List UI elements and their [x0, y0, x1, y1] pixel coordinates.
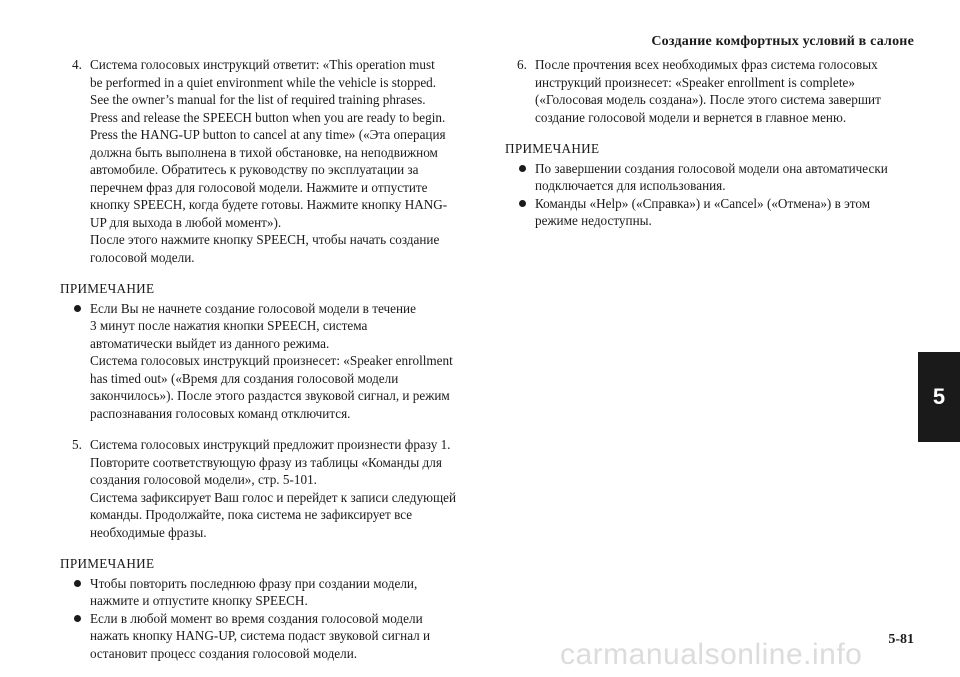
- text-line: Чтобы повторить последнюю фразу при создании модели,: [90, 575, 418, 591]
- text-line: автомобиле. Обратитесь к руководству по эксплуатации за: [90, 162, 419, 177]
- watermark: carmanualsonline.info: [560, 638, 863, 671]
- left-column: [60, 56, 475, 662]
- bullet-icon: [74, 580, 81, 587]
- text-line: команды. Продолжайте, пока система не зафиксирует все: [90, 507, 413, 522]
- text-line: перечнем фраз для голосовой модели. Нажмите и отпустите: [90, 179, 428, 195]
- bullet-icon: [74, 615, 81, 622]
- text-line: Система зафиксирует Ваш голос и перейдет к записи следующей: [90, 489, 457, 505]
- text-line: Повторите соответствующую фразу из таблицы «Команды для: [90, 454, 442, 470]
- text-line: Система голосовых инструкций ответит: «This operation must: [90, 57, 435, 72]
- text-line: создания голосовой модели», стр. 5-101.: [90, 472, 317, 487]
- text-line: автоматически выйдет из данного режима.: [90, 335, 330, 351]
- chapter-tab: [918, 352, 960, 442]
- text-line: be performed in a quiet environment while the vehicle is stopped.: [90, 74, 437, 90]
- note-bullet: [505, 160, 905, 195]
- bullet-icon: [519, 165, 526, 172]
- step-6: [505, 56, 905, 126]
- note-bullet: [60, 300, 475, 423]
- note-title: ПРИМЕЧАНИЕ: [60, 281, 155, 296]
- text-line: Система голосовых инструкций произнесет: «Speaker enrollment: [90, 353, 453, 368]
- text-line: Команды «Help» («Справка») и «Cancel» («Отмена») в этом: [535, 195, 871, 211]
- text-line: кнопку SPEECH, когда будете готовы. Нажмите кнопку HANG-: [90, 197, 448, 212]
- note-bullet: [60, 575, 475, 610]
- step-number: 5.: [72, 437, 82, 452]
- text-line: голосовой модели.: [90, 249, 195, 265]
- bullet-icon: [519, 200, 526, 207]
- text-line: закончилось»). После этого раздастся звуковой сигнал, и режим: [90, 388, 450, 403]
- text-line: Press and release the SPEECH button when you are ready to begin.: [90, 109, 446, 125]
- note-title: ПРИМЕЧАНИЕ: [505, 141, 600, 156]
- text-line: После этого нажмите кнопку SPEECH, чтобы начать создание: [90, 232, 440, 247]
- bullet-icon: [74, 305, 81, 312]
- text-line: остановит процесс создания голосовой модели.: [90, 645, 358, 661]
- text-line: has timed out» («Время для создания голосовой модели: [90, 370, 399, 386]
- step-4: [60, 56, 475, 266]
- text-line: See the owner’s manual for the list of required training phrases.: [90, 92, 426, 107]
- right-column: [505, 56, 905, 230]
- text-line: После прочтения всех необходимых фраз система голосовых: [535, 57, 878, 72]
- text-line: 3 минут после нажатия кнопки SPEECH, система: [90, 318, 368, 333]
- text-line: инструкций произнесет: «Speaker enrollment is complete»: [535, 74, 855, 90]
- text-line: должна быть выполнена в тихой обстановке, на неподвижном: [90, 144, 438, 160]
- text-line: нажать кнопку HANG-UP, система подаст звуковой сигнал и: [90, 628, 431, 643]
- text-line: режиме недоступны.: [535, 213, 652, 228]
- text-line: («Голосовая модель создана»). После этого система завершит: [535, 92, 881, 107]
- text-line: UP для выхода в любой момент»).: [90, 214, 282, 230]
- step-number: 4.: [72, 57, 82, 72]
- step-5: [60, 436, 475, 541]
- text-line: По завершении создания голосовой модели она автоматически: [535, 160, 888, 176]
- note-bullet: [505, 195, 905, 230]
- chapter-number: 5: [932, 384, 946, 409]
- note-title: ПРИМЕЧАНИЕ: [60, 556, 155, 571]
- text-line: Если Вы не начнете создание голосовой модели в течение: [90, 300, 416, 316]
- step-number: 6.: [517, 57, 527, 72]
- page-header: Создание комфортных условий в салоне: [651, 34, 914, 49]
- text-line: создание голосовой модели и вернется в главное меню.: [535, 109, 847, 125]
- text-line: распознавания голосовых команд отключится.: [90, 405, 351, 421]
- text-line: необходимые фразы.: [90, 524, 207, 540]
- text-line: подключается для использования.: [535, 178, 726, 193]
- text-line: Если в любой момент во время создания голосовой модели: [90, 610, 423, 626]
- note-bullet: [60, 610, 475, 663]
- text-line: Система голосовых инструкций предложит произнести фразу 1.: [90, 437, 451, 452]
- page-number: 5-81: [888, 632, 914, 647]
- text-line: Press the HANG-UP button to cancel at any time» («Эта операция: [90, 127, 446, 142]
- text-line: нажмите и отпустите кнопку SPEECH.: [90, 593, 308, 608]
